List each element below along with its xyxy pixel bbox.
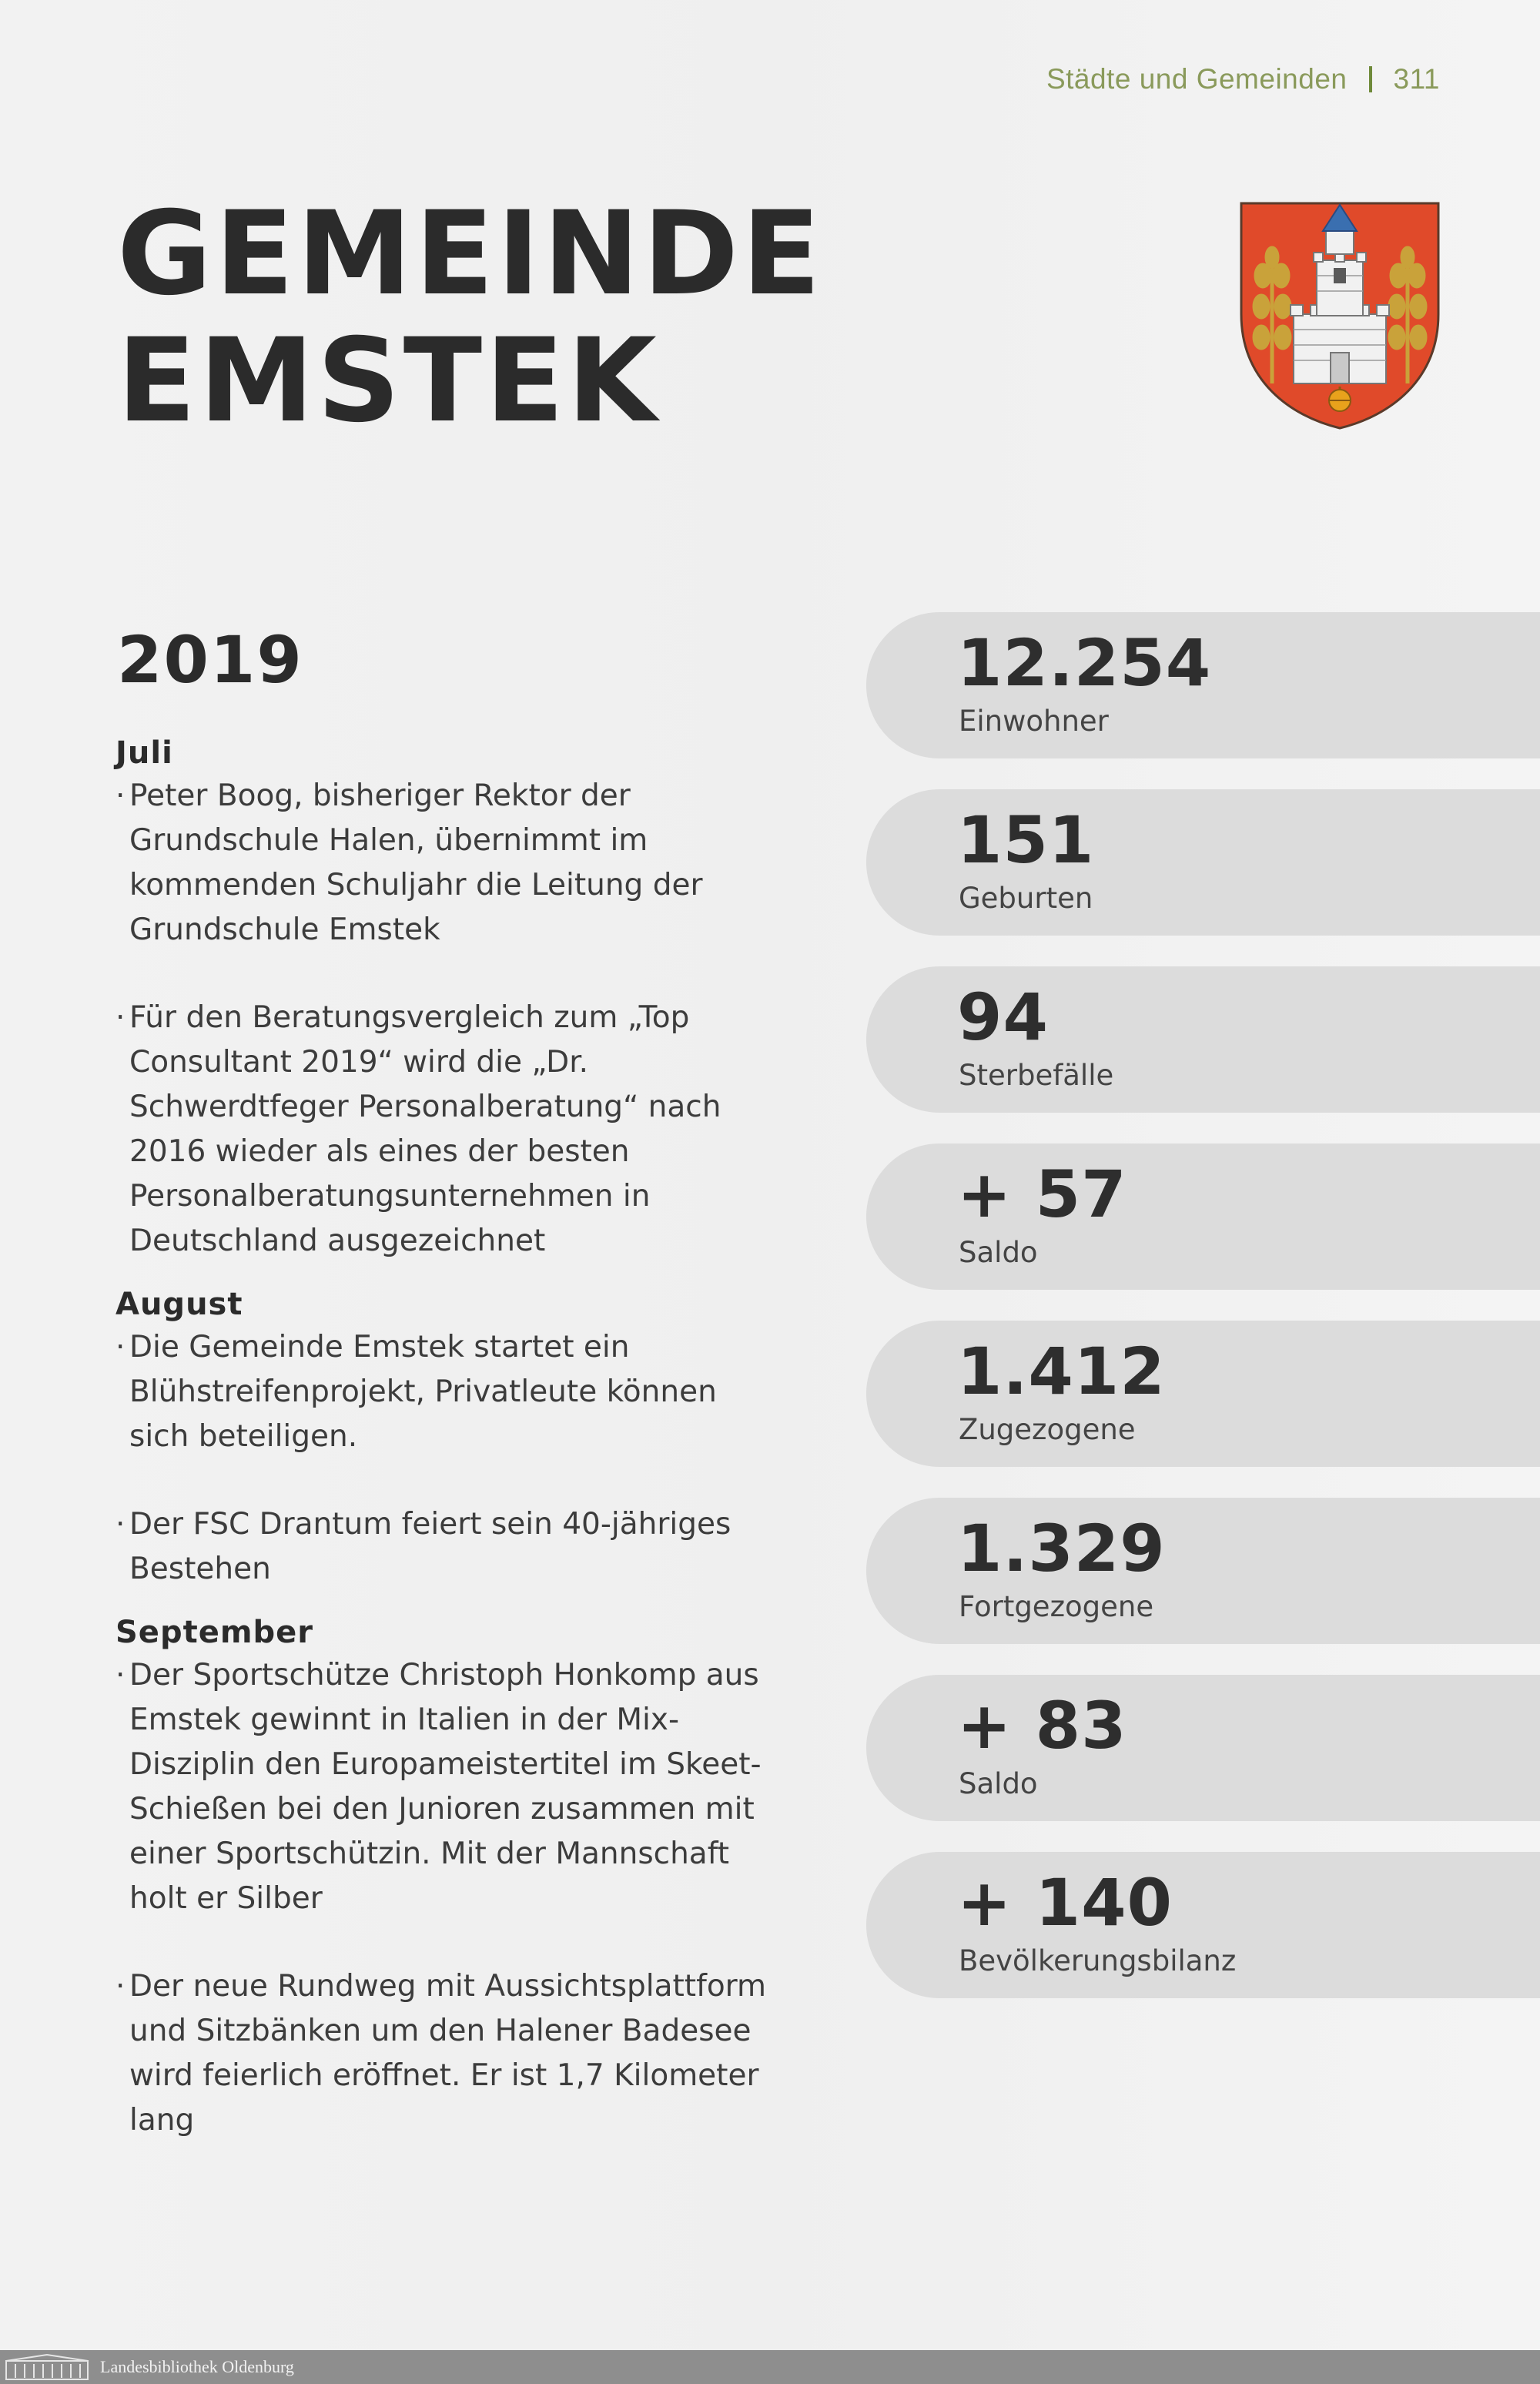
title-line-1: GEMEINDE xyxy=(117,187,824,321)
stat-einwohner xyxy=(866,612,1540,758)
month-section-august xyxy=(116,1287,778,1592)
section-title: Städte und Gemeinden xyxy=(1046,63,1348,95)
stat-label: Fortgezogene xyxy=(959,1590,1154,1623)
stat-value: 94 xyxy=(957,979,1049,1055)
chronicle-entry: · Die Gemeinde Emstek startet ein Blühstreifenprojekt, Privatleute können sich beteiligen. xyxy=(116,1330,717,1454)
year-heading: 2019 xyxy=(117,622,303,698)
chronicle xyxy=(116,735,778,2186)
stat-bevoelkerungsbilanz xyxy=(866,1852,1540,1998)
chronicle-entry: · Der FSC Drantum feiert sein 40-jähriges Bestehen xyxy=(116,1507,732,1586)
running-head xyxy=(1046,63,1440,95)
library-name: Landesbibliothek Oldenburg xyxy=(100,2357,294,2376)
library-footer xyxy=(0,2350,1540,2384)
stat-value: 1.412 xyxy=(957,1334,1166,1409)
stat-value: + 57 xyxy=(957,1157,1127,1232)
population-stats xyxy=(866,612,1540,2029)
chronicle-entry: · Für den Beratungsvergleich zum „Top Consultant 2019“ wird die „Dr. Schwerdtfeger Personalberatung“ nach 2016 wieder als eines der besten Personalberatungsunternehmen in Deutschland ausgezeichnet xyxy=(116,1000,721,1258)
stat-value: 151 xyxy=(957,802,1095,878)
stat-label: Zugezogene xyxy=(959,1413,1136,1446)
stat-label: Geburten xyxy=(959,882,1093,915)
stat-geburten xyxy=(866,789,1540,936)
chronicle-entry: · Peter Boog, bisheriger Rektor der Grundschule Halen, übernimmt im kommenden Schuljahr die Leitung der Grundschule Emstek xyxy=(116,778,703,947)
stat-label: Einwohner xyxy=(959,705,1109,738)
month-section-september xyxy=(116,1615,778,2143)
page-number: 311 xyxy=(1393,63,1440,95)
page-title xyxy=(117,187,824,448)
stat-label: Saldo xyxy=(959,1767,1038,1800)
coat-of-arms-icon xyxy=(1237,199,1443,431)
stat-label: Saldo xyxy=(959,1236,1038,1269)
stat-saldo-natural xyxy=(866,1143,1540,1290)
title-line-2: EMSTEK xyxy=(117,314,660,448)
library-building-icon xyxy=(5,2353,89,2381)
header-separator xyxy=(1369,66,1372,92)
stat-zugezogene xyxy=(866,1321,1540,1467)
month-heading: Juli xyxy=(116,735,173,771)
stat-label: Sterbefälle xyxy=(959,1059,1114,1092)
stat-value: + 83 xyxy=(957,1688,1127,1763)
month-heading: September xyxy=(116,1615,313,1650)
stat-value: + 140 xyxy=(957,1865,1173,1940)
chronicle-entry: · Der Sportschütze Christoph Honkomp aus Emstek gewinnt in Italien in der Mix-Disziplin den Europameistertitel im Skeet-Schießen bei den Junioren zusammen mit einer Sportschützin. Mit der Mannschaft holt er Silber xyxy=(116,1658,762,1916)
chronicle-entry: · Der neue Rundweg mit Aussichtsplattform und Sitzbänken um den Halener Badesee wird feierlich eröffnet. Er ist 1,7 Kilometer lang xyxy=(116,1969,767,2138)
stat-fortgezogene xyxy=(866,1498,1540,1644)
stat-saldo-migration xyxy=(866,1675,1540,1821)
stat-value: 12.254 xyxy=(957,625,1212,701)
month-heading: August xyxy=(116,1287,243,1322)
stat-sterbefaelle xyxy=(866,966,1540,1113)
month-section-july xyxy=(116,735,778,1264)
stat-value: 1.329 xyxy=(957,1511,1166,1586)
stat-label: Bevölkerungsbilanz xyxy=(959,1944,1237,1977)
